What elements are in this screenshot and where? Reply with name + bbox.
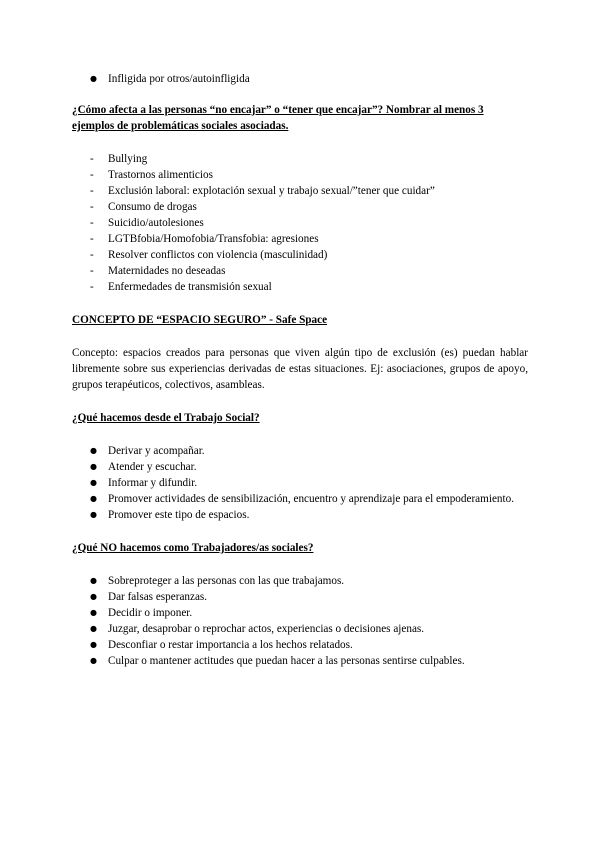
- list-item: - Suicidio/autolesiones: [72, 215, 528, 231]
- social-work-donts-list: [72, 573, 528, 669]
- list-item: ● Derivar y acompañar.: [72, 443, 528, 459]
- list-item: - Enfermedades de transmisión sexual: [72, 279, 528, 295]
- list-item: - Maternidades no deseadas: [72, 263, 528, 279]
- list-item: ● Dar falsas esperanzas.: [72, 589, 528, 605]
- list-item: - Bullying: [72, 151, 528, 167]
- list-item: ● Promover este tipo de espacios.: [72, 507, 528, 523]
- list-item: ● Juzgar, desaprobar o reprochar actos, experiencias o decisiones ajenas.: [72, 621, 528, 637]
- question-heading-1: ¿Cómo afecta a las personas “no encajar” o “tener que encajar”? Nombrar al menos 3 ejemplos de problemáticas sociales asociadas.: [72, 104, 484, 132]
- continued-bullet-list: [72, 71, 528, 87]
- list-item: ● Desconfiar o restar importancia a los hechos relatados.: [72, 637, 528, 653]
- social-problems-list: [72, 151, 528, 295]
- list-item: - LGTBfobia/Homofobia/Transfobia: agresiones: [72, 231, 528, 247]
- question-heading-2: ¿Qué hacemos desde el Trabajo Social?: [72, 412, 260, 424]
- list-item: ● Promover actividades de sensibilización, encuentro y aprendizaje para el empoderamiento.: [72, 491, 528, 507]
- concept-paragraph: Concepto: espacios creados para personas que viven algún tipo de exclusión (es) puedan hablar libremente sobre sus experiencias derivadas de estas situaciones. Ej: asociaciones, grupos de apoyo, grupos terapéuticos, colectivos, asambleas.: [72, 347, 528, 391]
- list-item: ● Culpar o mantener actitudes que puedan hacer a las personas sentirse culpables.: [72, 653, 528, 669]
- list-item: - Exclusión laboral: explotación sexual y trabajo sexual/”tener que cuidar”: [72, 183, 528, 199]
- list-item: - Consumo de drogas: [72, 199, 528, 215]
- list-item: ● Atender y escuchar.: [72, 459, 528, 475]
- document-content: [72, 71, 528, 669]
- list-item: ● Infligida por otros/autoinfligida: [72, 71, 528, 87]
- list-item: ● Informar y difundir.: [72, 475, 528, 491]
- list-item: - Resolver conflictos con violencia (masculinidad): [72, 247, 528, 263]
- list-item: - Trastornos alimenticios: [72, 167, 528, 183]
- concept-heading: CONCEPTO DE “ESPACIO SEGURO” - Safe Space: [72, 314, 328, 326]
- list-item: ● Sobreproteger a las personas con las que trabajamos.: [72, 573, 528, 589]
- social-work-actions-list: [72, 443, 528, 523]
- question-heading-3: ¿Qué NO hacemos como Trabajadores/as sociales?: [72, 542, 314, 554]
- list-item: ● Decidir o imponer.: [72, 605, 528, 621]
